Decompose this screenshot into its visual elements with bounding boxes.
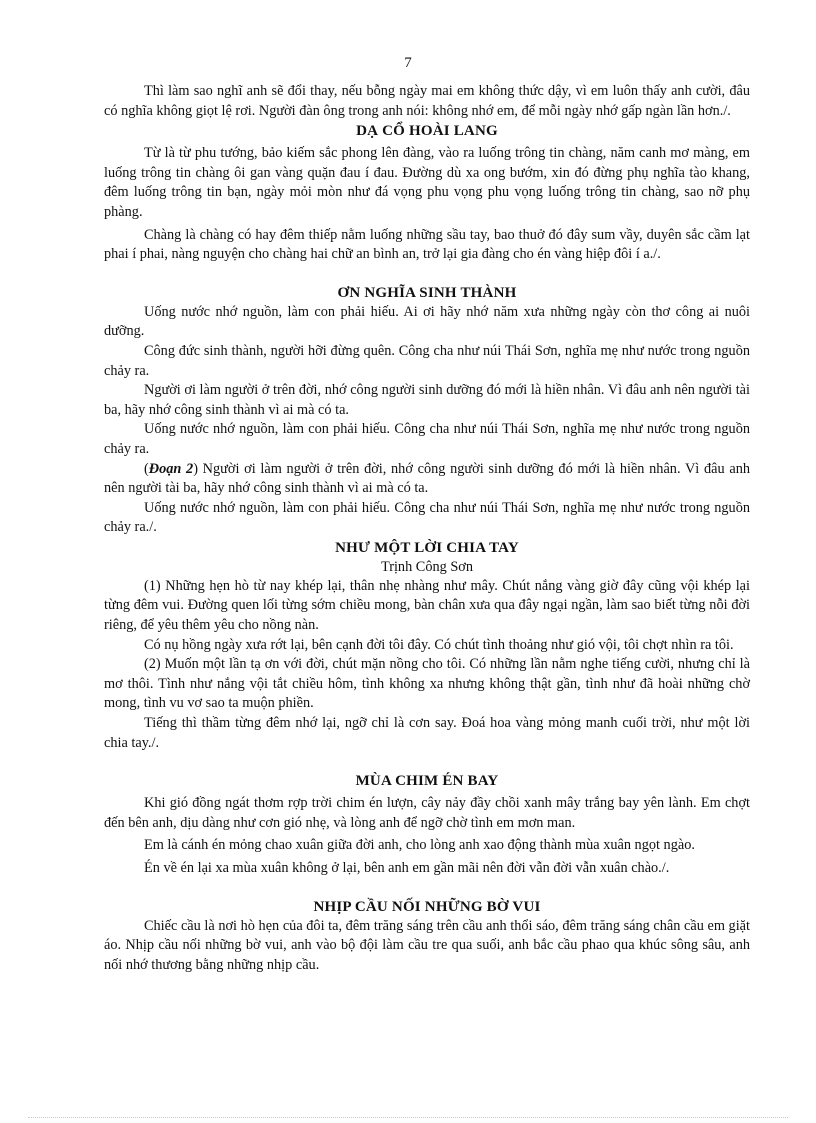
page-number: 7 xyxy=(404,55,412,71)
paragraph: Thì làm sao nghĩ anh sẽ đổi thay, nếu bỗng ngày mai em không thức dậy, vì em luôn thấy anh cười, đâu có nghĩa không giọt lệ rơi. Người đàn ông trong anh nói: không nhớ em, để mỗi ngày nhớ gấp ngàn lần hơn./. xyxy=(104,83,750,119)
paragraph: Uống nước nhớ nguồn, làm con phải hiếu. Ai ơi hãy nhớ năm xưa những ngày còn thơ công ai nuôi dưỡng. xyxy=(104,303,750,340)
paragraph: Uống nước nhớ nguồn, làm con phải hiếu. Công cha như núi Thái Sơn, nghĩa mẹ như nước trong nguồn chảy ra./. xyxy=(104,499,750,536)
paragraph: Từ là từ phu tướng, bảo kiếm sắc phong lên đàng, vào ra luống trông tin chàng, năm canh mơ màng, em luống trông tin chàng ôi gan vàng quặn đau í đau. Đường dù xa ong bướm, xin đó đừng phụ nghĩa tào khang, đêm luống trông tin bạn, ngày mỏi mòn như đá vọng phu vọng phu vọng luống trông tin chàng, sao nỡ phụ phàng. xyxy=(104,145,750,220)
song-title: NHƯ MỘT LỜI CHIA TAY xyxy=(335,539,519,556)
song-title: DẠ CỔ HOÀI LANG xyxy=(356,123,498,140)
paragraph: Én về én lại xa mùa xuân không ở lại, bên anh em gần mãi nên đời vẫn đời vẫn xuân chào./. xyxy=(144,860,670,876)
song-title: MÙA CHIM ÉN BAY xyxy=(355,773,499,790)
paragraph: Có nụ hồng ngày xưa rớt lại, bên cạnh đời tôi đây. Có chút tình thoảng như gió vội, tôi chợt nhìn ra tôi. xyxy=(144,636,734,653)
text-column xyxy=(104,82,750,975)
paragraph: Tiếng thì thầm từng đêm nhớ lại, ngỡ chỉ là cơn say. Đoá hoa vàng mỏng manh cuối trời, như một lời chia tay./. xyxy=(104,715,750,751)
song-author: Trịnh Công Sơn xyxy=(380,558,474,575)
paragraph: Người ơi làm người ở trên đời, nhớ công người sinh dưỡng đó mới là hiền nhân. Vì đâu anh nên người tài ba, hãy nhớ công sinh thành vì ai mà có ta. xyxy=(104,382,750,418)
page-bottom-divider xyxy=(28,1117,788,1118)
paragraph: Khi gió đồng ngát thơm rợp trời chim én lượn, cây nảy đầy chồi xanh mây trắng bay yên lành. Em chợt đến bên anh, dịu dàng như cơn gió nhẹ, và lòng anh để ngỡ chờ tình em mơn man. xyxy=(104,795,750,831)
doan-2-label: Đoạn 2 xyxy=(148,460,194,477)
paragraph: Uống nước nhớ nguồn, làm con phải hiếu. Công cha như núi Thái Sơn, nghĩa mẹ như nước trong nguồn chảy ra. xyxy=(104,421,750,457)
paragraph: Chàng là chàng có hay đêm thiếp nằm luống những sầu tay, bao thuở đó đây sum vầy, duyên sắc cầm lạt phai í phai, nàng nguyện cho chàng hai chữ an bình an, trở lại gia đàng cho én vàng hiệp đôi í a./. xyxy=(104,226,750,263)
paragraph: Chiếc cầu là nơi hò hẹn của đôi ta, đêm trăng sáng trên cầu anh thổi sáo, đêm trăng sáng chân cầu em giặt áo. Nhịp cầu nối những bờ vui, anh vào bộ đội làm cầu tre qua suối, anh bắc cầu phao qua khúc sông sâu, anh nối nhớ thương bằng những nhịp cầu. xyxy=(104,917,750,973)
paragraph: (1) Những hẹn hò từ nay khép lại, thân nhẹ nhàng như mây. Chút nắng vàng giờ đây cũng vội khép lại từng đêm vui. Đường quen lối từng sớm chiều mong, bàn chân xưa qua đây ngại ngần, làm sao biết từng nỗi đời riêng, để yêu thêm yêu cho nồng nàn. xyxy=(104,577,750,634)
paragraph: (2) Muốn một lần tạ ơn với đời, chút mặn nồng cho tôi. Có những lần nằm nghe tiếng cười, nhưng chỉ là mơ thôi. Tình như nắng vội tắt chiều hôm, tình không xa nhưng không thật gần, tình như đã hoài những chờ mong, tình vu vơ sao ta muộn phiền. xyxy=(104,656,750,712)
paragraph: Công đức sinh thành, người hỡi đừng quên. Công cha như núi Thái Sơn, nghĩa mẹ như nước trong nguồn chảy ra. xyxy=(104,342,750,379)
song-title: ƠN NGHĨA SINH THÀNH xyxy=(337,284,517,301)
song-title: NHỊP CẦU NỐI NHỮNG BỜ VUI xyxy=(313,898,541,915)
paragraph: Em là cánh én mỏng chao xuân giữa đời anh, cho lòng anh xao động thành mùa xuân ngọt ngào. xyxy=(144,837,695,854)
paragraph-doan-2: (Đoạn 2) Người ơi làm người ở trên đời, nhớ công người sinh dưỡng đó mới là hiền nhân. Vì đâu anh nên người tài ba, hãy nhớ công sinh thành vì ai mà có ta. xyxy=(104,460,750,497)
doan-2-text: Người ơi làm người ở trên đời, nhớ công người sinh dưỡng đó mới là hiền nhân. Vì đâu anh nên người tài ba, hãy nhớ công sinh thành vì ai mà có ta. xyxy=(104,460,750,497)
